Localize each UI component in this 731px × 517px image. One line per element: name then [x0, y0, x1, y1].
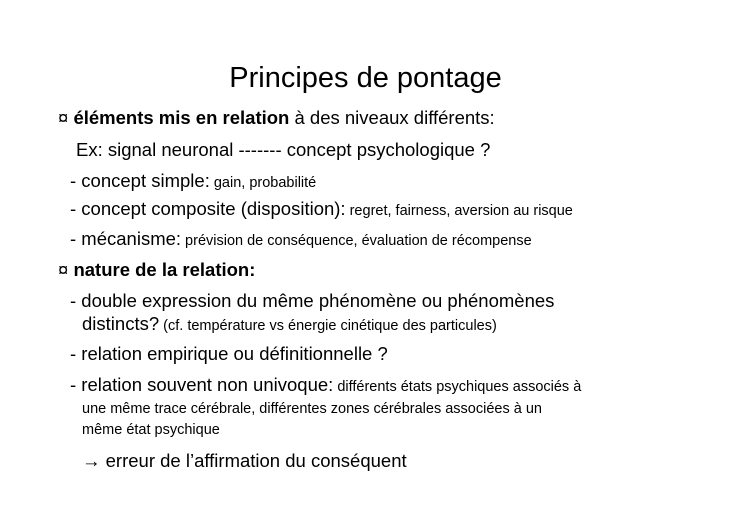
list-item-relation-univoque	[70, 374, 581, 398]
list-item-detail: différents états psychiques associés à	[333, 379, 582, 395]
list-item-double-expression: - double expression du même phénomène ou phénomènes	[70, 290, 555, 311]
list-item-detail: (cf. température vs énergie cinétique des particules)	[159, 318, 497, 334]
section-heading-rest: à des niveaux différents:	[289, 107, 495, 128]
slide-title: Principes de pontage	[229, 62, 502, 94]
list-item-double-expression-continued	[82, 313, 497, 337]
list-item-concept-simple	[70, 170, 316, 194]
list-item-relation-univoque-line2: une même trace cérébrale, différentes zones cérébrales associées à un	[82, 401, 542, 417]
list-item-detail: gain, probabilité	[209, 175, 317, 191]
list-item-main: - relation souvent non univoque:	[70, 374, 334, 395]
conclusion-text: erreur de l’affirmation du conséquent	[100, 450, 407, 471]
list-item-detail: regret, fairness, aversion au risque	[345, 203, 573, 219]
list-item-main: distincts?	[82, 313, 160, 334]
section-heading-elements	[58, 107, 495, 129]
arrow-right-icon: →	[82, 450, 101, 471]
conclusion-line	[82, 450, 407, 472]
list-item-main: - mécanisme:	[70, 228, 182, 249]
list-item-main: - concept simple:	[70, 170, 210, 191]
list-item-relation-empirique: - relation empirique ou définitionnelle ?	[70, 343, 388, 364]
list-item-relation-univoque-line3: même état psychique	[82, 422, 220, 438]
section-heading-nature	[58, 259, 255, 281]
list-item-detail: prévision de conséquence, évaluation de récompense	[181, 233, 532, 249]
section-heading-bold: nature de la relation:	[73, 259, 256, 280]
list-item-concept-composite	[70, 198, 573, 222]
section-heading-bold: éléments mis en relation	[73, 107, 290, 128]
bullet-symbol: ¤	[58, 259, 69, 280]
list-item-main: - concept composite (disposition):	[70, 198, 346, 219]
example-line: Ex: signal neuronal ------- concept psychologique ?	[76, 139, 491, 160]
list-item-mecanisme	[70, 228, 532, 252]
bullet-symbol: ¤	[58, 107, 69, 128]
